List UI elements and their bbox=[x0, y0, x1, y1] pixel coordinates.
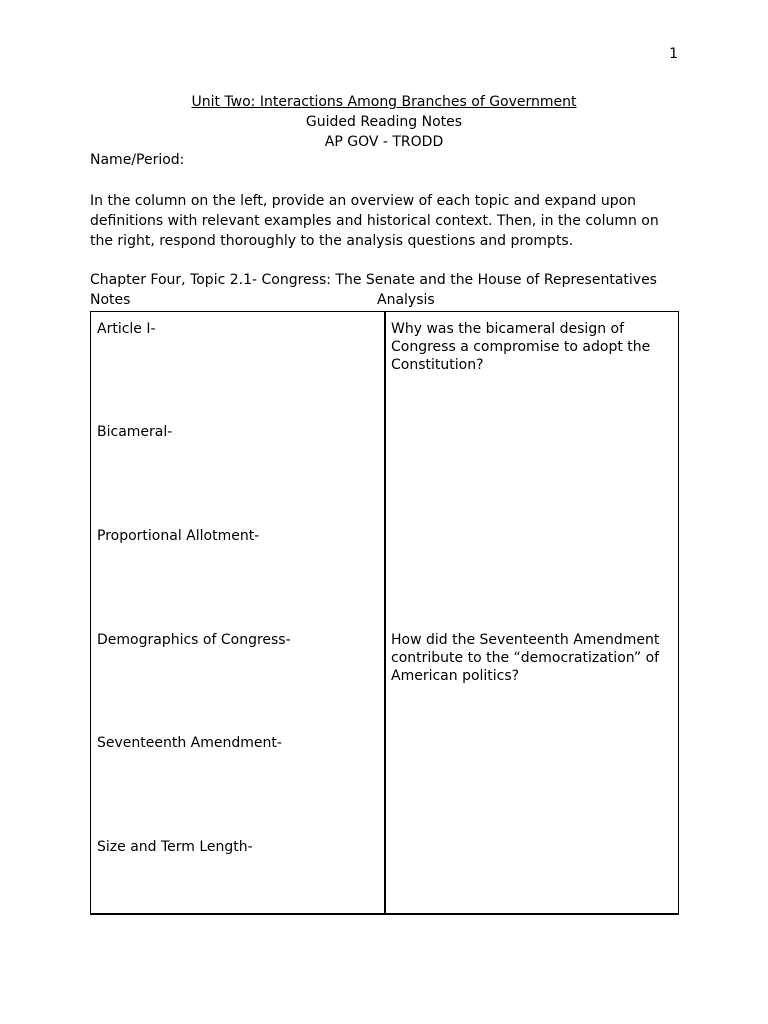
note-item-bicameral: Bicameral- bbox=[97, 424, 173, 440]
note-item-seventeenth-amendment: Seventeenth Amendment- bbox=[97, 735, 282, 751]
document-title: Unit Two: Interactions Among Branches of Government bbox=[191, 94, 577, 110]
note-item-proportional-allotment: Proportional Allotment- bbox=[97, 528, 260, 544]
column-divider bbox=[384, 312, 386, 913]
notes-column-header: Notes bbox=[90, 292, 131, 308]
document-subtitle: Guided Reading Notes bbox=[305, 114, 463, 130]
analysis-prompt-seventeenth-amendment: How did the Seventeenth Amendment contribute to the “democratization” of American politics? bbox=[391, 632, 660, 684]
note-item-size-and-term-length: Size and Term Length- bbox=[97, 839, 253, 855]
course-label: AP GOV - TRODD bbox=[324, 134, 444, 150]
notes-analysis-table bbox=[90, 311, 679, 915]
chapter-heading: Chapter Four, Topic 2.1- Congress: The Senate and the House of Representatives bbox=[90, 272, 657, 288]
analysis-prompt-bicameral: Why was the bicameral design of Congress a compromise to adopt the Constitution? bbox=[391, 321, 651, 373]
analysis-column-header: Analysis bbox=[377, 292, 435, 308]
note-item-demographics-of-congress: Demographics of Congress- bbox=[97, 632, 291, 648]
note-item-article-i: Article I- bbox=[97, 321, 156, 337]
name-period-label: Name/Period: bbox=[90, 152, 185, 168]
page-number: 1 bbox=[669, 46, 678, 62]
instructions-paragraph: In the column on the left, provide an overview of each topic and expand upon definitions with relevant examples and historical context. Then, in the column on the right, respond thoroughly to the analysis questions and prompts. bbox=[90, 193, 659, 249]
